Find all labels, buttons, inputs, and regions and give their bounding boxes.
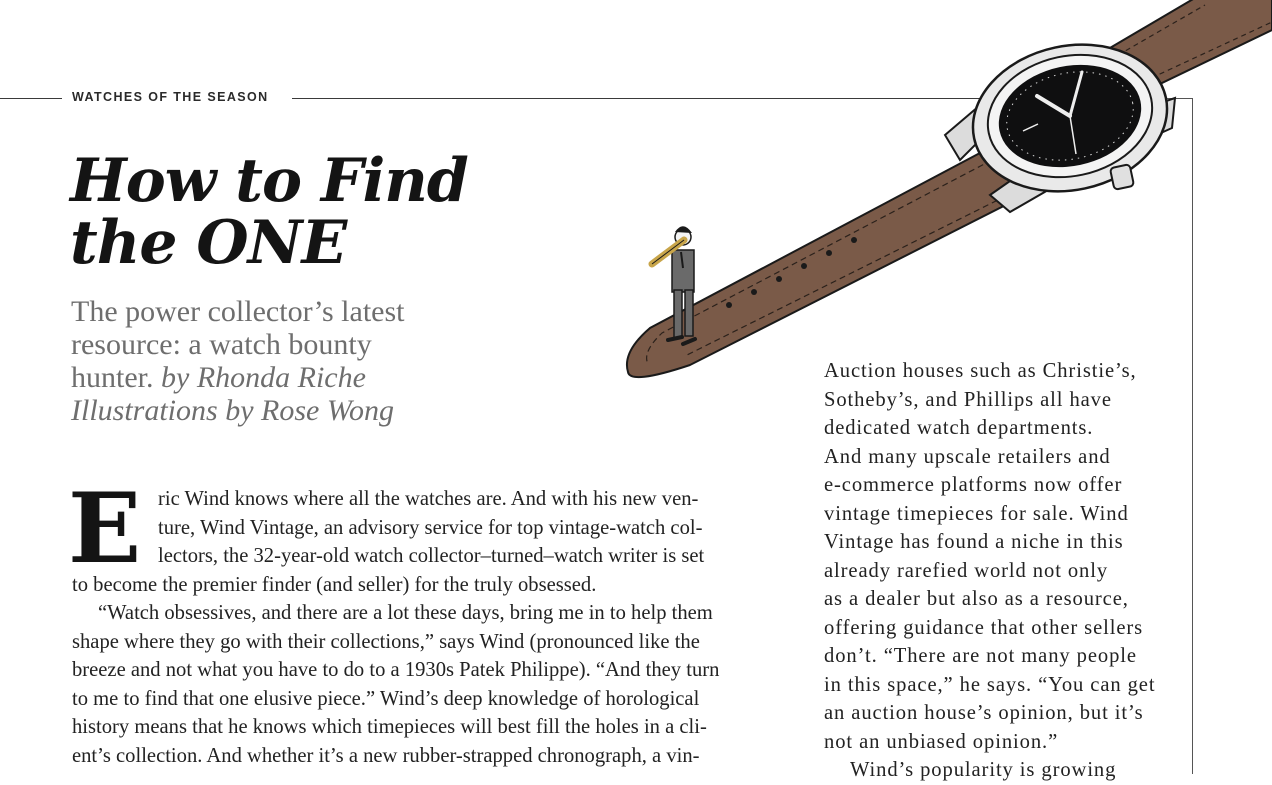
body-line: ture, Wind Vintage, an advisory service for top vintage-watch col- xyxy=(158,516,703,539)
sidebar-next-paragraph: Wind’s popularity is growing xyxy=(850,759,1117,781)
body-line: ent’s collection. And whether it’s a new rubber-strapped chronograph, a vin- xyxy=(72,744,700,767)
headline-line-1: How to Find xyxy=(70,146,468,216)
sidebar-line: in this space,” he says. “You can get xyxy=(824,673,1156,696)
paragraph-1 xyxy=(72,485,788,599)
sidebar-line: And many upscale retailers and xyxy=(824,445,1111,468)
illustration-credit-text: Illustrations by Rose Wong xyxy=(71,394,395,427)
body-line: to become the premier finder (and seller) for the truly obsessed. xyxy=(72,573,597,596)
sidebar-line: Sotheby’s, and Phillips all have xyxy=(824,388,1112,411)
body-line: shape where they go with their collections,” says Wind (pronounced like the xyxy=(72,630,700,653)
sidebar-line: an auction house’s opinion, but it’s xyxy=(824,702,1144,724)
sidebar-line: vintage timepieces for sale. Wind xyxy=(824,502,1129,525)
sidebar-line: Vintage has found a niche in this xyxy=(824,531,1124,553)
dek xyxy=(71,295,471,427)
body-line: breeze and not what you have to do to a 1930s Patek Philippe). “And they turn xyxy=(72,659,720,681)
dek-line-2: resource: a watch bounty xyxy=(71,328,372,361)
watch-illustration xyxy=(600,0,1272,400)
sidebar-line: offering guidance that other sellers xyxy=(824,616,1144,639)
dek-line-1: The power collector’s latest xyxy=(71,295,405,328)
section-rule-left xyxy=(0,98,62,99)
illustration-credit xyxy=(71,394,471,427)
sidebar-line: dedicated watch departments. xyxy=(824,417,1094,439)
sidebar-line: as a dealer but also as a resource, xyxy=(824,588,1129,610)
sidebar-column xyxy=(824,357,1166,785)
body-line: “Watch obsessives, and there are a lot these days, bring me in to help them xyxy=(98,602,713,624)
body-line: to me to find that one elusive piece.” Wind’s deep knowledge of horological xyxy=(72,687,700,710)
paragraph-2 xyxy=(72,599,788,770)
sidebar-line: not an unbiased opinion.” xyxy=(824,730,1059,753)
body-line: lectors, the 32-year-old watch collector–turned–watch writer is set xyxy=(158,545,705,567)
body-line: history means that he knows which timepieces will best fill the holes in a cli- xyxy=(72,716,707,738)
dek-line-3-text: hunter. xyxy=(71,361,161,394)
sidebar-line: don’t. “There are not many people xyxy=(824,645,1137,667)
sidebar-line: Auction houses such as Christie’s, xyxy=(824,360,1137,382)
author-byline: by Rhonda Riche xyxy=(161,361,366,394)
watch-crown xyxy=(1110,164,1134,190)
dropcap: E xyxy=(68,472,142,585)
article-body xyxy=(68,472,788,770)
dek-line-3 xyxy=(71,361,471,394)
sidebar-line: already rarefied world not only xyxy=(824,559,1109,582)
headline xyxy=(70,146,590,278)
section-label: WATCHES OF THE SEASON xyxy=(72,90,269,104)
headline-line-2: the ONE xyxy=(70,208,347,278)
body-line: ric Wind knows where all the watches are. And with his new ven- xyxy=(158,488,699,510)
sidebar-line: e-commerce platforms now offer xyxy=(824,474,1123,496)
